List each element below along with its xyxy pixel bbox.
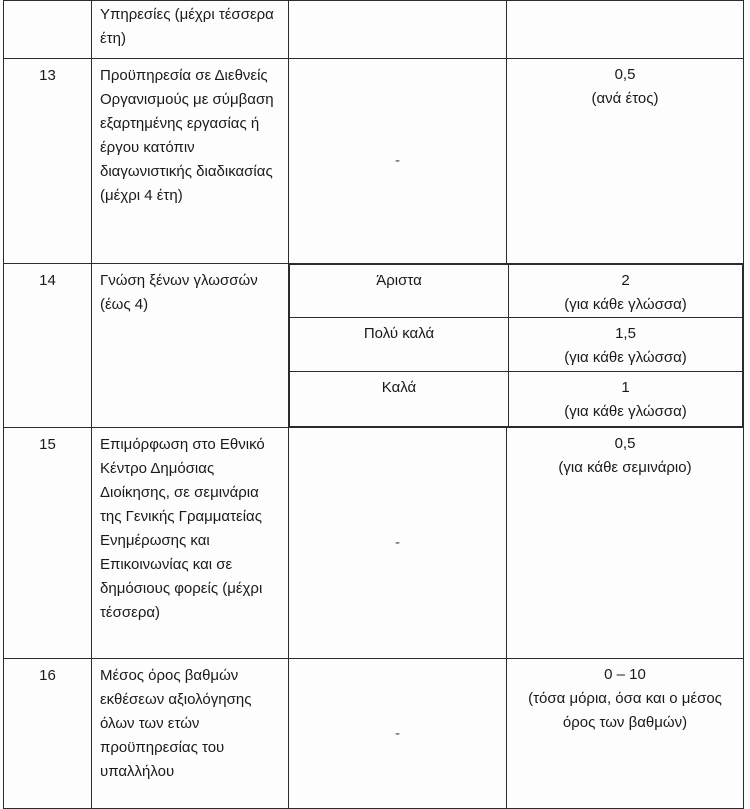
table-row — [4, 264, 744, 428]
points-cell — [507, 1, 744, 59]
level-cell — [289, 428, 507, 659]
language-level-row — [290, 265, 743, 318]
table-row — [4, 659, 744, 809]
table-row — [4, 59, 744, 264]
row-number-cell — [4, 1, 92, 59]
language-levels-cell — [289, 264, 744, 428]
table-row — [4, 1, 744, 59]
points-note: (ανά έτος) — [591, 90, 659, 107]
language-level-row — [290, 318, 743, 372]
scoring-table — [3, 0, 744, 809]
criterion-cell: Επιμόρφωση στο Εθνικό Κέντρο Δημόσιας Διοίκησης, σε σεμινάρια της Γενικής Γραμματείας Ενημέρωσης και Επικοινωνίας και σε δημόσιους φορείς (μέχρι τέσσερα) — [92, 428, 289, 659]
points-cell: 1,5 (για κάθε γλώσσα) — [509, 318, 743, 372]
points-cell — [507, 59, 744, 264]
criterion-cell: Προϋπηρεσία σε Διεθνείς Οργανισμούς με σύμβαση εξαρτημένης εργασίας ή έργου κατόπιν διαγωνιστικής διαδικασίας (μέχρι 4 έτη) — [92, 59, 289, 264]
level-cell: Καλά — [290, 372, 509, 427]
level-dash: - — [395, 152, 400, 169]
points-note: (τόσα μόρια, όσα και ο μέσος όρος των βαθμών) — [528, 690, 722, 731]
level-cell — [289, 59, 507, 264]
criterion-cell: Υπηρεσίες (μέχρι τέσσερα έτη) — [92, 1, 289, 59]
language-levels-table — [289, 264, 743, 427]
points-cell — [507, 428, 744, 659]
criterion-cell: Μέσος όρος βαθμών εκθέσεων αξιολόγησης όλων των ετών προϋπηρεσίας του υπαλλήλου — [92, 659, 289, 809]
level-cell: Άριστα — [290, 265, 509, 318]
level-cell — [289, 1, 507, 59]
points-cell: 2 (για κάθε γλώσσα) — [509, 265, 743, 318]
points-note: (για κάθε σεμινάριο) — [558, 459, 692, 476]
table-row — [4, 428, 744, 659]
points-value: 0 – 10 — [604, 666, 646, 683]
points-cell — [507, 659, 744, 809]
row-number-cell: 16 — [4, 659, 92, 809]
level-dash: - — [395, 534, 400, 551]
language-level-row — [290, 372, 743, 427]
row-number-cell: 14 — [4, 264, 92, 428]
criterion-cell: Γνώση ξένων γλωσσών (έως 4) — [92, 264, 289, 428]
points-value: 0,5 — [614, 435, 636, 452]
level-cell — [289, 659, 507, 809]
row-number-cell: 13 — [4, 59, 92, 264]
row-number-cell: 15 — [4, 428, 92, 659]
level-dash: - — [395, 724, 400, 742]
level-cell: Πολύ καλά — [290, 318, 509, 372]
points-value: 0,5 — [614, 66, 636, 83]
points-cell: 1 (για κάθε γλώσσα) — [509, 372, 743, 427]
